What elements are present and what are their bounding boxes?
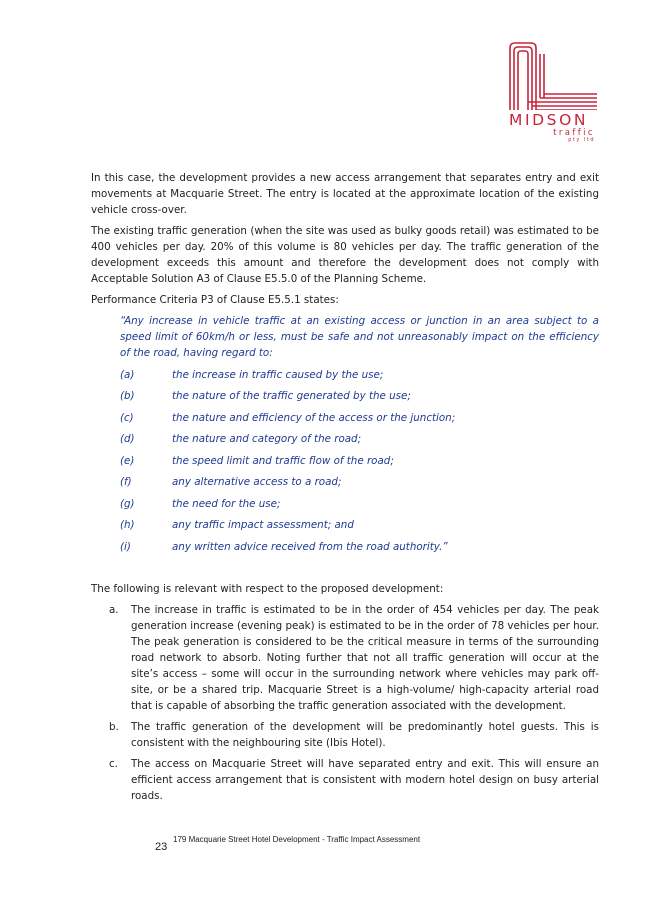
list-item-text: The traffic generation of the development will be predominantly hotel guests. This is consistent with the neighbouring site (Ibis Hotel).: [131, 720, 599, 749]
midson-logo-icon: [507, 40, 599, 110]
assessment-list: [91, 602, 599, 804]
criteria-item: [120, 517, 599, 533]
logo-wordmark: MIDSON: [509, 111, 589, 129]
list-item-text: The access on Macquarie Street will have separated entry and exit. This will ensure an efficient access arrangement that is consistent with modern hotel design on busy arterial roads.: [131, 757, 599, 802]
criteria-text: any written advice received from the road authority.”: [172, 540, 448, 553]
criteria-item: [120, 431, 599, 447]
criteria-label: (d): [120, 433, 135, 445]
criteria-text: the nature and category of the road;: [172, 433, 362, 445]
criteria-text: any traffic impact assessment; and: [172, 519, 354, 531]
paragraph-traffic-generation: The existing traffic generation (when the site was used as bulky goods retail) was estimated to be 400 vehicles per day. 20% of this volume is 80 vehicles per day. The traffic generation of the development exceeds this amount and therefore the development does not comply with Acceptable Solution A3 of Clause E5.5.0 of the Planning Scheme.: [91, 225, 599, 285]
criteria-item: [120, 474, 599, 490]
criteria-text: any alternative access to a road;: [172, 476, 342, 488]
criteria-label: (h): [120, 519, 135, 531]
criteria-label: (g): [120, 497, 135, 510]
list-item-label: a.: [109, 603, 119, 616]
criteria-text: the nature and efficiency of the access or the junction;: [172, 411, 456, 424]
criteria-text: the increase in traffic caused by the use;: [172, 368, 384, 381]
paragraph-access: In this case, the development provides a new access arrangement that separates entry and exit movements at Macquarie Street. The entry is located at the approximate location of the existing vehicle cross-over.: [91, 172, 599, 216]
criteria-label: (c): [120, 411, 134, 424]
page-number: 23: [155, 841, 168, 853]
list-item: [91, 719, 599, 751]
criteria-item: [120, 539, 599, 555]
footer-document-title: 179 Macquarie Street Hotel Development - Traffic Impact Assessment: [173, 835, 421, 844]
list-item-label: c.: [109, 757, 118, 770]
paragraph-following: The following is relevant with respect to the proposed development:: [91, 582, 444, 595]
paragraph-performance-criteria: Performance Criteria P3 of Clause E5.5.1 states:: [91, 294, 339, 306]
quote-intro: “Any increase in vehicle traffic at an existing access or junction in an area subject to a speed limit of 60km/h or less, must be safe and not unreasonably impact on the efficiency of the road, having regard to:: [120, 315, 599, 359]
quoted-criteria: [120, 313, 599, 555]
list-item-text: The increase in traffic is estimated to be in the order of 454 vehicles per day. The peak generation increase (evening peak) is estimated to be in the order of 78 vehicles per hour. The peak generation is considered to be the critical measure in terms of the surrounding road network to absorb. Noting further that not all traffic generation will occur at the site’s access – some will occur in the surrounding network where vehicles may park off-site, or be a shared trip. Macquarie Street is a high-volume/ high-capacity arterial road that is capable of absorbing the traffic generation associated with the development.: [131, 603, 599, 712]
company-logo: [507, 40, 599, 143]
criteria-label: (e): [120, 454, 135, 467]
criteria-item: [120, 367, 599, 383]
criteria-item: [120, 453, 599, 469]
criteria-label: (a): [120, 368, 135, 381]
criteria-item: [120, 410, 599, 426]
criteria-item: [120, 388, 599, 404]
criteria-label: (b): [120, 390, 135, 402]
criteria-text: the speed limit and traffic flow of the road;: [172, 454, 394, 467]
list-item: [91, 756, 599, 804]
criteria-item: [120, 496, 599, 512]
list-item-label: b.: [109, 720, 119, 733]
logo-subtitle: traffic: [553, 128, 595, 138]
logo-subtitle-small: pty ltd: [568, 137, 595, 143]
criteria-label: (i): [120, 540, 131, 553]
criteria-label: (f): [120, 476, 132, 488]
document-body: [91, 170, 599, 809]
criteria-text: the need for the use;: [172, 497, 281, 510]
criteria-text: the nature of the traffic generated by the use;: [172, 390, 411, 402]
list-item: [91, 602, 599, 714]
